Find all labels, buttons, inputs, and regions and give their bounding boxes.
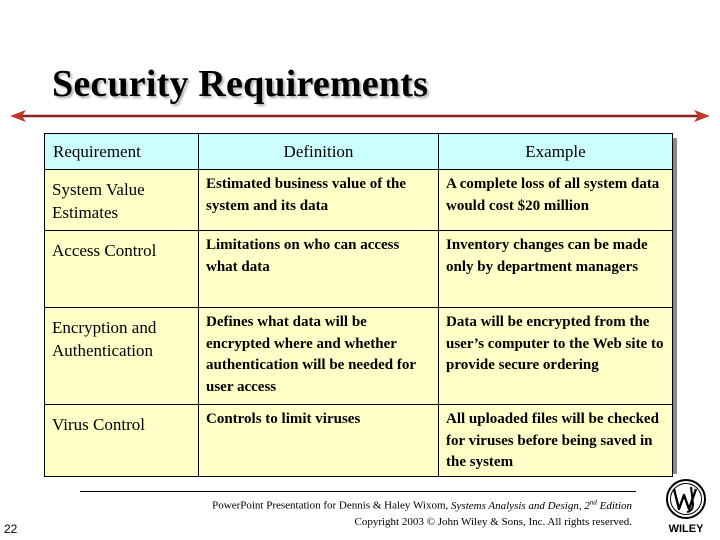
definition-cell: Defines what data will be encrypted where and whether authentication will be needed for user access (199, 308, 439, 405)
definition-cell: Limitations on who can access what data (199, 231, 439, 308)
definition-cell: Estimated business value of the system and its data (199, 170, 439, 231)
footer-credits (130, 494, 632, 530)
footer-prefix: PowerPoint Presentation for Dennis & Haley Wixom, (212, 499, 452, 512)
header-definition: Definition (199, 134, 439, 170)
page-number: 22 (4, 522, 18, 536)
table-row (45, 231, 673, 308)
definition-cell: Controls to limit viruses (199, 405, 439, 477)
footer-line-1 (130, 494, 632, 514)
wiley-logo-icon (660, 477, 712, 535)
example-cell: Data will be encrypted from the user’s computer to the Web site to provide secure ordering (439, 308, 673, 405)
header-requirement: Requirement (45, 134, 199, 170)
footer-book-title: Systems Analysis and Design, 2nd Edition (451, 498, 632, 512)
footer-copyright: Copyright 2003 © John Wiley & Sons, Inc. All rights reserved. (354, 515, 632, 528)
footer-divider (80, 491, 636, 492)
header-example: Example (439, 134, 673, 170)
example-cell: All uploaded files will be checked for viruses before being saved in the system (439, 405, 673, 477)
page-title: Security Requirements (52, 63, 429, 105)
requirement-cell: Virus Control (45, 405, 199, 477)
example-cell: Inventory changes can be made only by department managers (439, 231, 673, 308)
requirement-cell: Encryption and Authentication (45, 308, 199, 405)
requirement-cell: Access Control (45, 231, 199, 308)
table-row (45, 170, 673, 231)
table-row (45, 405, 673, 477)
table-header-row (45, 134, 673, 170)
security-requirements-table (44, 133, 673, 477)
requirement-cell: System Value Estimates (45, 170, 199, 231)
table-row (45, 308, 673, 405)
example-cell: A complete loss of all system data would cost $20 million (439, 170, 673, 231)
wiley-logo-text: WILEY (668, 523, 704, 535)
title-divider-arrow (0, 104, 720, 128)
security-requirements-table-wrapper (44, 133, 672, 469)
